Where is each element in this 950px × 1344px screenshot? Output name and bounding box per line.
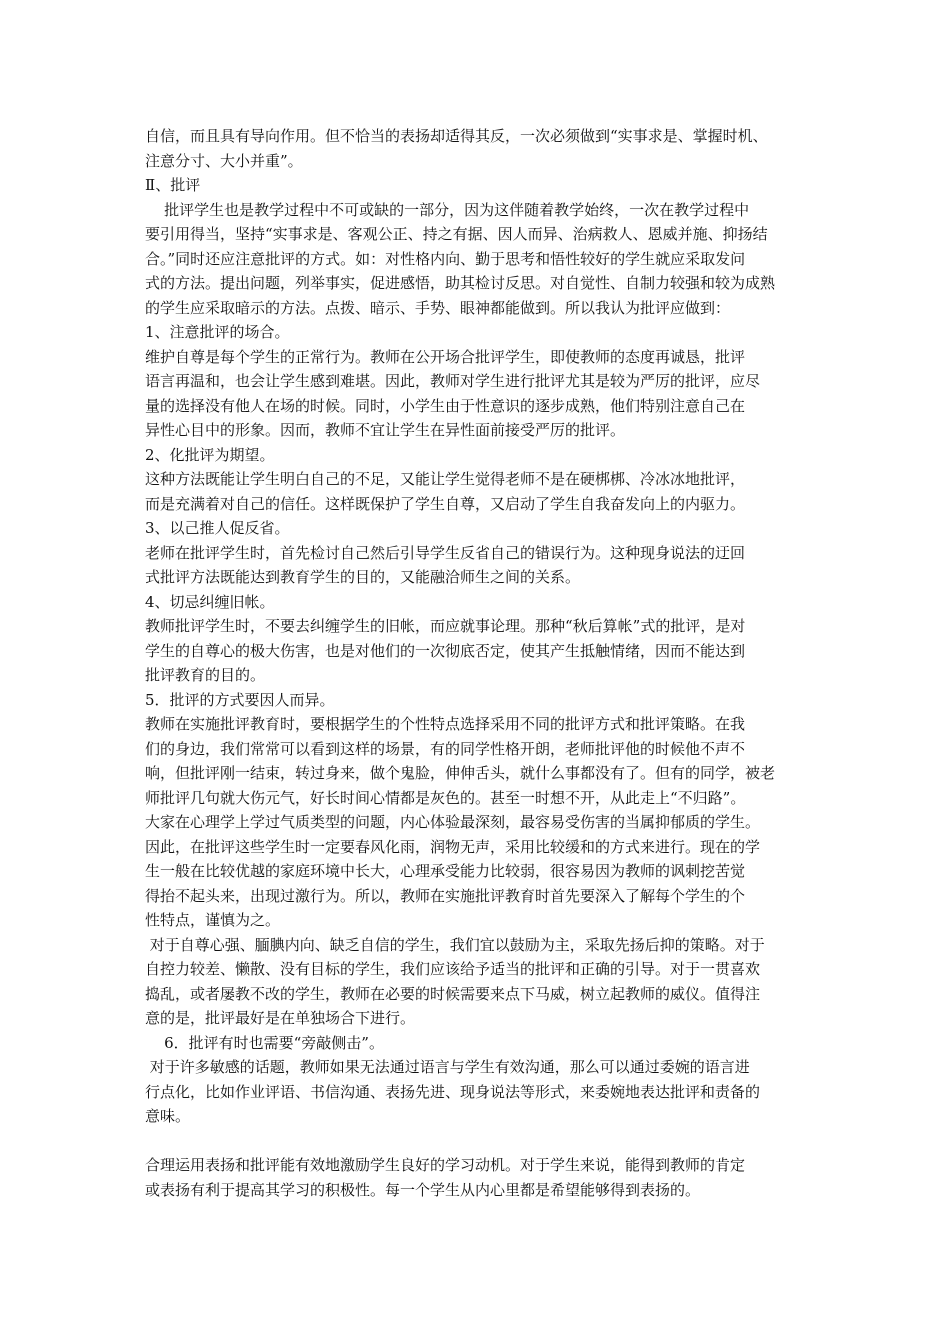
text-line: 合理运用表扬和批评能有效地激励学生良好的学习动机。对于学生来说，能得到教师的肯定 <box>145 1156 746 1174</box>
text-line: 得抬不起头来，出现过激行为。所以，教师在实施批评教育时首先要深入了解每个学生的个 <box>145 886 746 905</box>
text-line: 而是充满着对自己的信任。这样既保护了学生自尊，又启动了学生自我奋发向上的内驱力。 <box>145 494 746 513</box>
text-line: 教师在实施批评教育时，要根据学生的个性特点选择采用不同的批评方式和批评策略。在我 <box>145 715 746 733</box>
text-line: 批评教育的目的。 <box>145 666 266 684</box>
text-line: 意味。 <box>145 1107 191 1125</box>
text-line: 4、切忌纠缠旧帐。 <box>145 592 275 611</box>
text-line: 大家在心理学上学过气质类型的问题，内心体验最深刻，最容易受伤害的当属抑郁质的学生。 <box>145 813 761 831</box>
text-line: 自控力较差、懒散、没有目标的学生，我们应该给予适当的批评和正确的引导。对于一贯喜欢 <box>145 960 761 978</box>
text-line: 要引用得当，坚持“实事求是、客观公正、持之有据、因人而异、治病救人、恩威并施、抑扬结 <box>145 225 768 243</box>
text-line: 或表扬有利于提高其学习的积极性。每一个学生从内心里都是希望能够得到表扬的。 <box>145 1180 701 1199</box>
text-line: 生一般在比较优越的家庭环境中长大，心理承受能力比较弱，很容易因为教师的讽刺挖苦觉 <box>145 862 746 880</box>
text-line: 2、化批评为期望。 <box>145 445 275 464</box>
text-line: 语言再温和，也会让学生感到难堪。因此，教师对学生进行批评尤其是较为严厉的批评，应尽 <box>145 372 761 390</box>
text-line: 学生的自尊心的极大伤害，也是对他们的一次彻底否定，使其产生抵触情绪，因而不能达到 <box>145 641 746 660</box>
text-line: 式的方法。提出问题，列举事实，促进感悟，助其检讨反思。对自觉性、自制力较强和较为成熟 <box>145 274 776 292</box>
text-line: 教师批评学生时，不要去纠缠学生的旧帐，而应就事论理。那种“秋后算帐”式的批评，是对 <box>145 617 746 635</box>
text-line: 捣乱，或者屡教不改的学生，教师在必要的时候需要来点下马威，树立起教师的威仪。值得注 <box>145 984 761 1003</box>
text-line: 因此，在批评这些学生时一定要春风化雨，润物无声，采用比较缓和的方式来进行。现在的学 <box>145 837 761 856</box>
document-page <box>145 124 815 1202</box>
text-line: 3、以己推人促反省。 <box>145 519 290 537</box>
text-line: 响，但批评刚一结束，转过身来，做个鬼脸，伸伸舌头，就什么事都没有了。但有的同学，被老 <box>145 764 776 782</box>
text-line: 行点化，比如作业评语、书信沟通、表扬先进、现身说法等形式，来委婉地表达批评和责备的 <box>145 1082 761 1101</box>
text-line: 6．批评有时也需要“旁敲侧击”。 <box>145 1033 384 1052</box>
text-line <box>145 1129 815 1154</box>
text-line: 性特点，谨慎为之。 <box>145 911 281 929</box>
text-line: 式批评方法既能达到教育学生的目的，又能融洽师生之间的关系。 <box>145 568 581 586</box>
text-line: 意的是，批评最好是在单独场合下进行。 <box>145 1009 416 1027</box>
text-line: 对于自尊心强、腼腆内向、缺乏自信的学生，我们宜以鼓励为主，采取先扬后抑的策略。对于 <box>145 935 765 954</box>
text-line: 量的选择没有他人在场的时候。同时，小学生由于性意识的逐步成熟，他们特别注意自己在 <box>145 396 746 415</box>
text-line: 老师在批评学生时，首先检讨自己然后引导学生反省自己的错误行为。这种现身说法的迂回 <box>145 543 746 562</box>
text-line: Ⅱ、批评 <box>145 176 201 194</box>
text-line: 们的身边，我们常常可以看到这样的场景，有的同学性格开朗，老师批评他的时候他不声不 <box>145 739 746 758</box>
text-line: 异性心目中的形象。因而，教师不宜让学生在异性面前接受严厉的批评。 <box>145 421 626 439</box>
text-line: 注意分寸、大小并重”。 <box>145 151 303 170</box>
text-line: 合。”同时还应注意批评的方式。如：对性格内向、勤于思考和悟性较好的学生就应采取发问 <box>145 249 746 268</box>
text-line: 1、注意批评的场合。 <box>145 323 290 341</box>
text-line: 5．批评的方式要因人而异。 <box>145 690 335 709</box>
text-line: 的学生应采取暗示的方法。点拨、暗示、手势、眼神都能做到。所以我认为批评应做到： <box>145 298 731 317</box>
text-line: 自信，而且具有导向作用。但不恰当的表扬却适得其反，一次必须做到“实事求是、掌握时机、 <box>145 127 768 145</box>
text-line: 师批评几句就大伤元气，好长时间心情都是灰色的。甚至一时想不开，从此走上“不归路”。 <box>145 788 746 807</box>
text-line: 这种方法既能让学生明白自己的不足，又能让学生觉得老师不是在硬梆梆、冷冰冰地批评， <box>145 470 746 488</box>
text-line: 批评学生也是教学过程中不可或缺的一部分，因为这伴随着教学始终，一次在教学过程中 <box>145 200 750 219</box>
text-line: 对于许多敏感的话题，教师如果无法通过语言与学生有效沟通，那么可以通过委婉的语言进 <box>145 1058 750 1076</box>
text-line: 维护自尊是每个学生的正常行为。教师在公开场合批评学生，即使教师的态度再诚恳，批评 <box>145 347 746 366</box>
